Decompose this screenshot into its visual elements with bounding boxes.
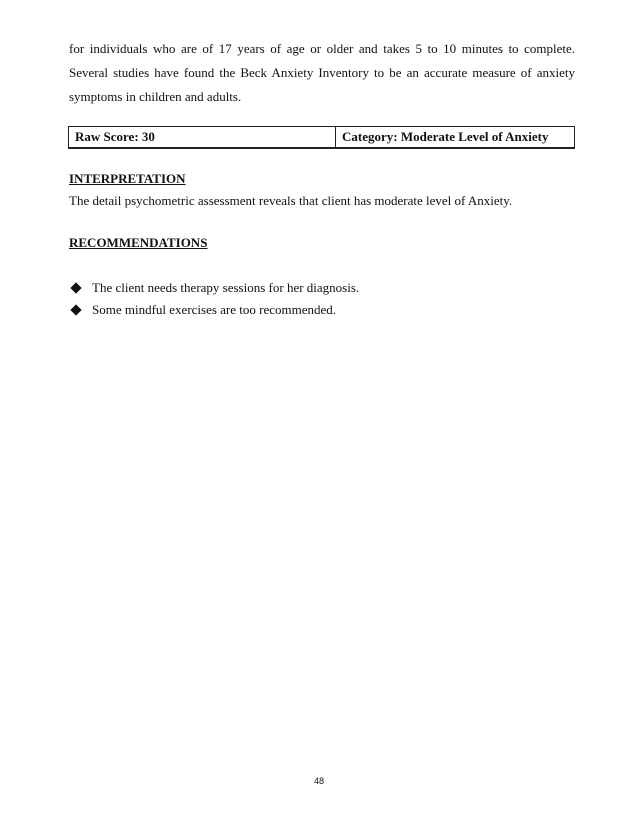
recommendations-list: [69, 277, 359, 321]
recommendations-heading: RECOMMENDATIONS: [69, 235, 208, 250]
list-item: [69, 299, 359, 321]
intro-paragraph: for individuals who are of 17 years of age or older and takes 5 to 10 minutes to complete. Several studies have found the Beck Anxiety Inventory to be an accurate measure of anxiety symptoms in children and adults.: [69, 41, 575, 104]
interpretation-text: The detail psychometric assessment reveals that client has moderate level of Anxiety.: [69, 193, 513, 208]
raw-score-cell: Raw Score: 30: [69, 127, 336, 147]
page-number: 48: [313, 776, 324, 786]
score-table: [68, 126, 575, 149]
list-item-text: The client needs therapy sessions for her diagnosis.: [92, 280, 360, 295]
list-item-text: Some mindful exercises are too recommended.: [92, 302, 337, 317]
list-item: [69, 277, 359, 299]
interpretation-heading: INTERPRETATION: [69, 171, 186, 186]
category-cell: Category: Moderate Level of Anxiety: [342, 129, 549, 144]
diamond-icon: [70, 304, 81, 315]
diamond-icon: [70, 282, 81, 293]
